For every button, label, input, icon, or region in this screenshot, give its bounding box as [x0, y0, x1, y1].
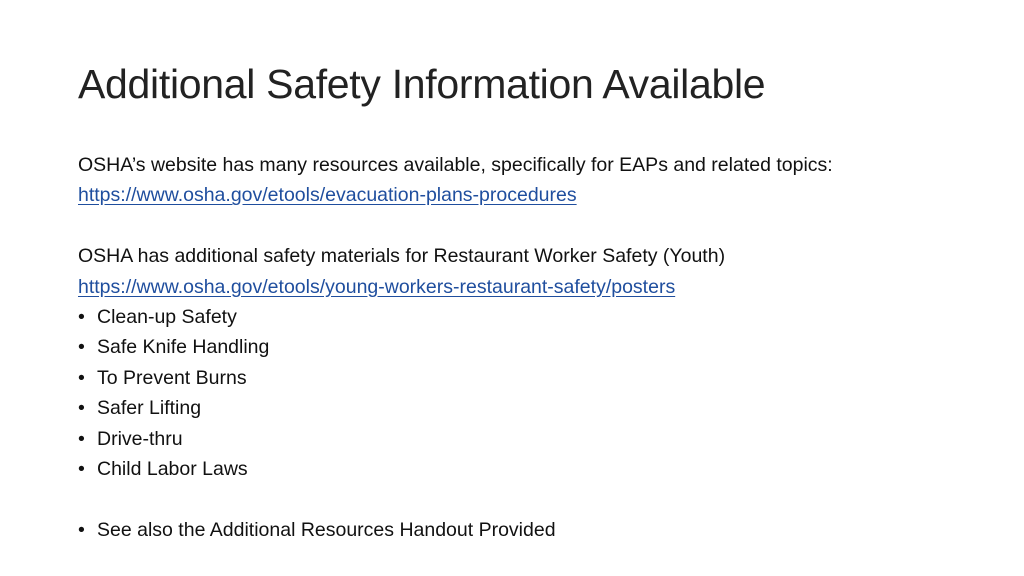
list-item — [78, 363, 978, 393]
topic-label: Clean-up Safety — [97, 305, 237, 328]
bullet-icon: • — [78, 457, 85, 480]
topic-label: To Prevent Burns — [97, 366, 247, 389]
restaurant-link[interactable]: https://www.osha.gov/etools/young-workers-restaurant-safety/posters — [78, 275, 676, 298]
list-item — [78, 454, 978, 484]
bullet-icon: • — [78, 397, 85, 420]
slide-title: Additional Safety Information Available — [78, 61, 766, 107]
restaurant-link-line — [78, 272, 978, 302]
see-also-text: See also the Additional Resources Handout Provided — [97, 518, 556, 541]
list-item — [78, 393, 978, 423]
bullet-icon: • — [78, 305, 85, 328]
spacer — [78, 484, 978, 514]
topic-list — [78, 302, 978, 484]
bullet-icon: • — [78, 366, 85, 389]
slide-body — [78, 150, 978, 545]
spacer — [78, 211, 978, 241]
bullet-icon: • — [78, 427, 85, 450]
topic-label: Drive-thru — [97, 427, 183, 450]
restaurant-text: OSHA has additional safety materials for Restaurant Worker Safety (Youth) — [78, 245, 726, 268]
list-item — [78, 332, 978, 362]
intro-text: OSHA’s website has many resources available, specifically for EAPs and related topics: — [78, 154, 833, 176]
topic-label: Safer Lifting — [97, 397, 202, 420]
see-also-item — [78, 515, 978, 545]
topic-label: Safe Knife Handling — [97, 336, 270, 359]
eap-link[interactable]: https://www.osha.gov/etools/evacuation-plans-procedures — [78, 184, 577, 207]
bullet-icon: • — [78, 336, 85, 359]
list-item — [78, 302, 978, 332]
list-item — [78, 424, 978, 454]
eap-link-line — [78, 180, 978, 210]
bullet-icon: • — [78, 518, 85, 541]
topic-label: Child Labor Laws — [97, 457, 248, 480]
